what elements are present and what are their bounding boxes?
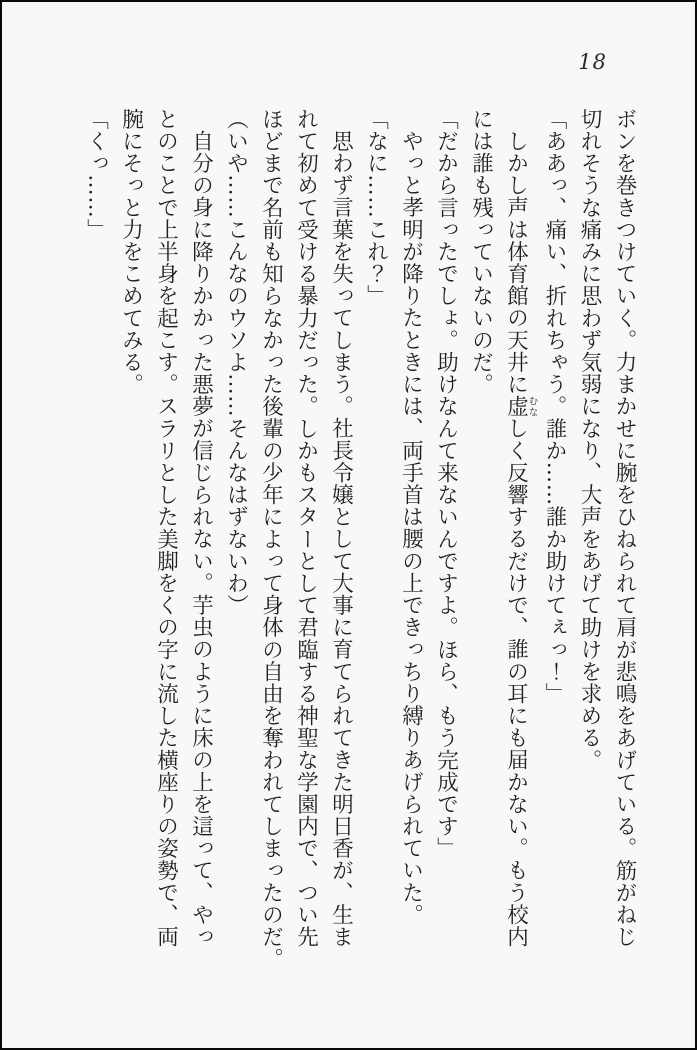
text-segment: には誰も残っていないのだ。: [468, 108, 494, 396]
text-line: [537, 108, 572, 970]
text-segment: 自分の身に降りかかった悪夢が信じられない。芋虫のように床の上を這って、やっ: [188, 130, 214, 948]
ruby-annotated-kanji: 虚むな: [503, 395, 538, 418]
text-line: [114, 108, 149, 970]
text-segment: （いや……こんなのウソよ……そんなはずないわ）: [223, 108, 249, 617]
text-segment: 「だから言ったでしょ。助けなんて来ないんですよ。ほら、もう完成です」: [433, 108, 459, 860]
text-line: [219, 108, 254, 970]
text-segment: とのことで上半身を起こす。スラリとした美脚をくの字に流した横座りの姿勢で、両: [153, 108, 179, 948]
text-line: [184, 108, 219, 970]
text-line: [429, 108, 464, 970]
text-line: [254, 108, 289, 970]
text-segment: 「くっ……」: [83, 108, 109, 241]
text-segment: しかし声は体育館の天井に: [503, 130, 529, 396]
text-line: [149, 108, 184, 970]
text-segment: 「なに……これ？」: [363, 108, 389, 307]
text-segment: 腕にそっと力をこめてみる。: [118, 108, 144, 396]
text-line: [607, 108, 642, 970]
text-line: [359, 108, 394, 970]
text-segment: 「ああっ、痛い、折れちゃう。誰か……誰か助けてぇっ！」: [542, 108, 567, 705]
text-line: [324, 108, 359, 970]
text-line: [394, 108, 429, 970]
text-segment: 思わず言葉を失ってしまう。社長令嬢として大事に育てられてきた明日香が、生ま: [328, 130, 354, 948]
text-line: [464, 108, 499, 970]
body-text: [79, 108, 643, 970]
text-segment: やっと孝明が降りたときには、両手首は腰の上できっちり縛りあげられていた。: [398, 130, 424, 926]
text-segment: れて初めて受ける暴力だった。しかもスターとして君臨する神聖な学園内で、つい先: [293, 108, 319, 948]
text-segment: しく反響するだけで、誰の耳にも届かない。もう校内: [503, 417, 529, 948]
text-line: [289, 108, 324, 970]
text-line: [79, 108, 114, 970]
text-line: [572, 108, 607, 970]
page-number: 18: [578, 50, 607, 74]
text-segment: 切れそうな痛みに思わず気弱になり、大声をあげて助けを求める。: [577, 108, 602, 771]
text-line: [499, 108, 538, 970]
text-segment: ほどまで名前も知らなかった後輩の少年によって身体の自由を奪われてしまったのだ。: [258, 108, 284, 970]
text-segment: ボンを巻きつけていく。力まかせに腕をひねられて肩が悲鳴をあげている。筋がねじ: [612, 108, 637, 948]
